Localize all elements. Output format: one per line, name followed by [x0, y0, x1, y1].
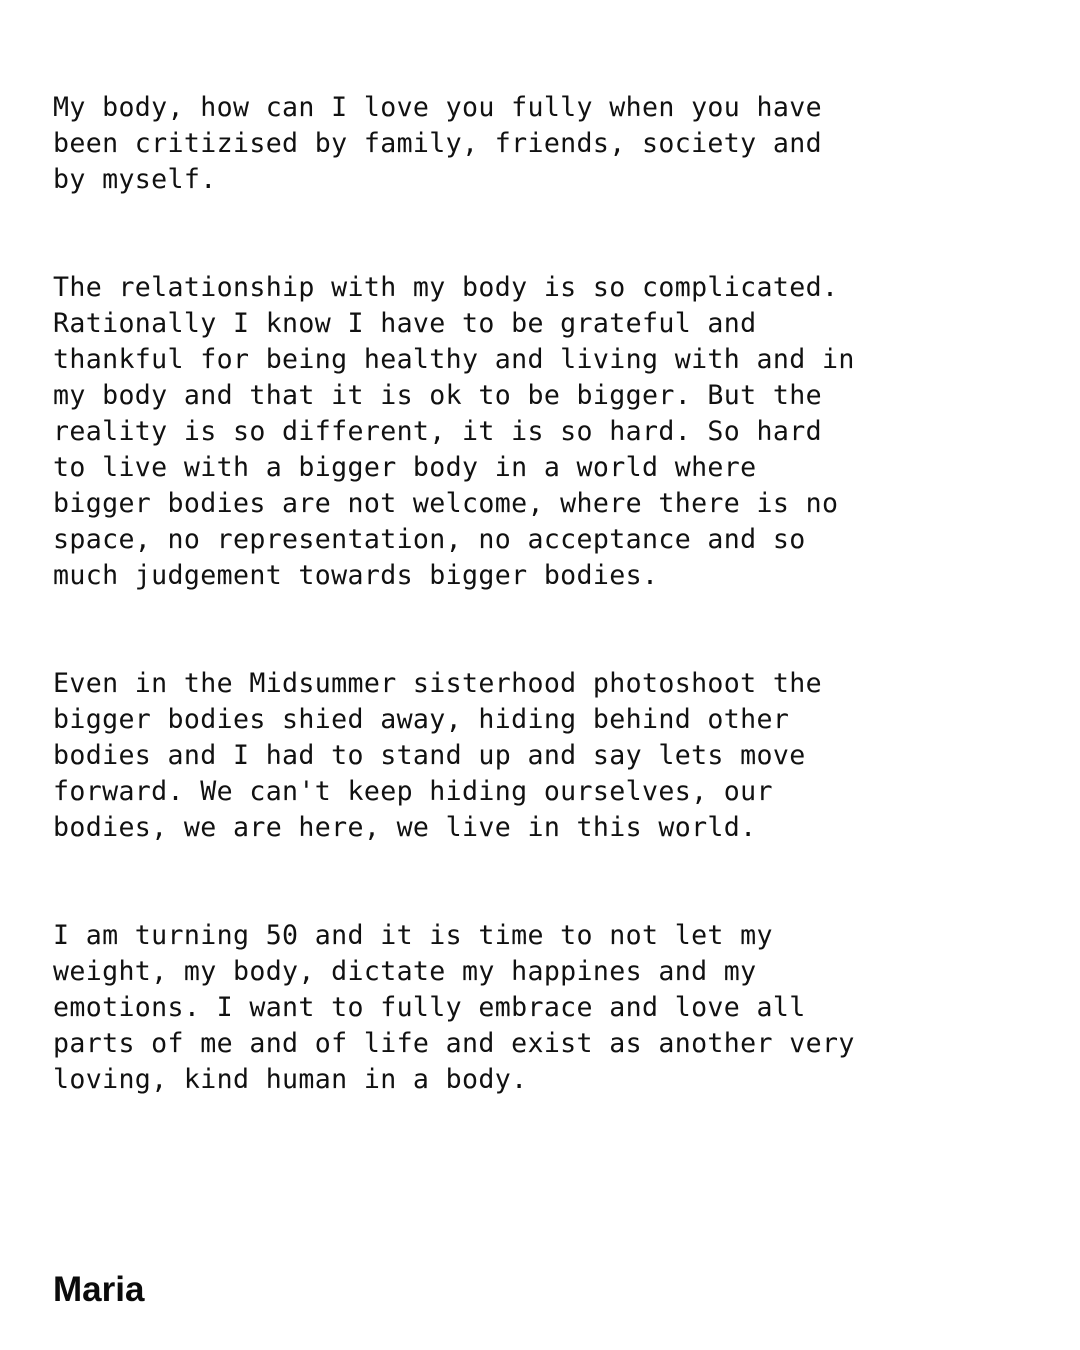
paragraph-intro: My body, how can I love you fully when you have been critizised by family, friends, society and by myself.: [53, 92, 822, 195]
paragraph-relationship: The relationship with my body is so complicated. Rationally I know I have to be grateful and thankful for being healthy and living with and in my body and that it is ok to be bigger. But the reality is so different, it is so hard. So hard to live with a bigger body in a world where bigger bodies are not welcome, where there is no space, no representation, no acceptance and so much judgement towards bigger bodies.: [53, 272, 855, 591]
paragraph-turning-fifty: I am turning 50 and it is time to not let my weight, my body, dictate my happines and my emotions. I want to fully embrace and love all parts of me and of life and exist as another very loving, kind human in a body.: [53, 920, 855, 1095]
signature: Maria: [53, 1270, 145, 1309]
paragraph-photoshoot: Even in the Midsummer sisterhood photoshoot the bigger bodies shied away, hiding behind other bodies and I had to stand up and say lets move forward. We can't keep hiding ourselves, our bodies, we are here, we live in this world.: [53, 668, 822, 843]
letter-body: [53, 54, 1053, 1170]
